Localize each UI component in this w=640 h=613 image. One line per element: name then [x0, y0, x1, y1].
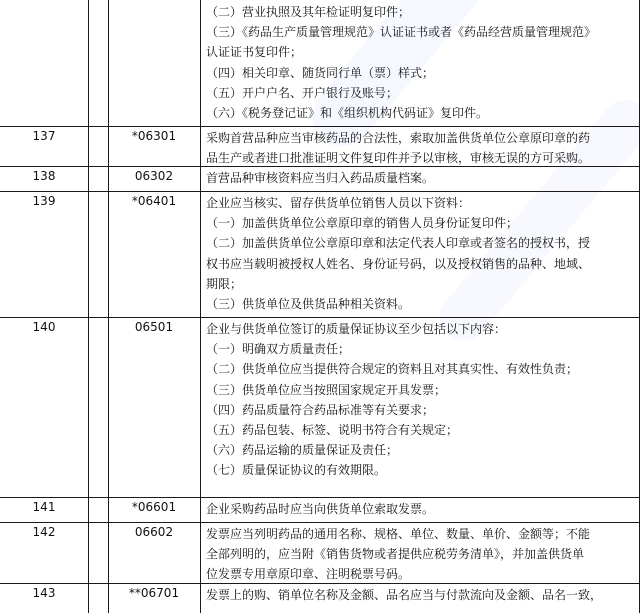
item-number: 137 — [32, 129, 56, 143]
content-line: 企业应当核实、留存供货单位销售人员以下资料： — [206, 196, 471, 210]
item-number: 138 — [32, 169, 56, 183]
item-code: *06601 — [131, 500, 177, 514]
content-line: （六）药品运输的质量保证及责任； — [206, 443, 399, 458]
item-code: **06701 — [128, 586, 180, 600]
row-divider — [0, 317, 640, 318]
content-line: （二）供货单位应当提供符合规定的资料且对其真实性、有效性负责； — [206, 362, 579, 377]
row-divider — [0, 126, 640, 127]
content-line: 采购首营品种应当审核药品的合法性，索取加盖供货单位公章原印章的药 — [206, 131, 591, 145]
content-line: （三）供货单位及供货品种相关资料。 — [206, 296, 411, 311]
item-content — [206, 524, 634, 582]
item-code: 06302 — [134, 169, 174, 183]
content-line: 期限； — [206, 276, 243, 291]
item-number: 141 — [32, 500, 56, 514]
item-content — [206, 193, 634, 316]
item-content — [206, 319, 634, 496]
content-line: 全部列明的，应当附《销售货物或者提供应税劳务清单》，并加盖供货单 — [206, 547, 585, 562]
row-divider — [0, 583, 640, 584]
item-number: 139 — [32, 194, 56, 208]
content-line: 企业采购药品时应当向供货单位索取发票。 — [206, 502, 435, 516]
item-content — [206, 585, 634, 612]
item-number: 143 — [32, 586, 56, 600]
item-content — [206, 128, 634, 165]
content-line: （一）加盖供货单位公章原印章的销售人员身份证复印件； — [206, 216, 519, 231]
item-content — [206, 168, 634, 190]
item-content — [206, 499, 634, 521]
content-line: （六）《税务登记证》和《组织机构代码证》复印件。 — [206, 105, 489, 120]
content-line: （三）供货单位应当按照国家规定开具发票； — [206, 382, 447, 397]
content-line: 位发票专用章原印章、注明税票号码。 — [206, 567, 411, 582]
content-line: （七）质量保证协议的有效期限。 — [206, 463, 387, 478]
item-code: *06301 — [131, 129, 177, 143]
item-number: 140 — [32, 320, 56, 334]
content-line: 发票上的购、销单位名称及金额、品名应当与付款流向及金额、品名一致， — [206, 588, 603, 602]
content-line: 发票应当列明药品的通用名称、规格、单位、数量、单价、金额等；不能 — [206, 527, 591, 541]
content-line: （三）《药品生产质量管理规范》认证证书或者《药品经营质量管理规范》 — [206, 25, 597, 40]
content-line: 认证证书复印件； — [206, 45, 303, 60]
content-line: （二）营业执照及其年检证明复印件； — [206, 5, 411, 19]
item-number: 142 — [32, 525, 56, 539]
content-line: （五）药品包装、标签、说明书符合有关规定； — [206, 422, 459, 437]
row-divider — [0, 166, 640, 167]
item-code: *06401 — [131, 194, 177, 208]
row-divider — [0, 497, 640, 498]
content-line: （四）药品质量符合药品标准等有关要求； — [206, 402, 435, 417]
content-line: 企业与供货单位签订的质量保证协议至少包括以下内容： — [206, 322, 507, 336]
content-line: 权书应当载明被授权人姓名、身份证号码，以及授权销售的品种、地域、 — [206, 256, 591, 271]
item-code: 06501 — [134, 320, 174, 334]
content-line: （二）加盖供货单位公章原印章和法定代表人印章或者签名的授权书，授 — [206, 236, 591, 251]
content-line: 首营品种审核资料应当归入药品质量档案。 — [206, 171, 435, 185]
item-code: 06602 — [134, 525, 174, 539]
row-divider — [0, 522, 640, 523]
item-content — [206, 2, 634, 125]
row-divider — [0, 191, 640, 192]
content-line: （一）明确双方质量责任； — [206, 342, 351, 357]
content-line: 品生产或者进口批准证明文件复印件并予以审核，审核无误的方可采购。 — [206, 151, 591, 165]
content-line: （四）相关印章、随货同行单（票）样式； — [206, 65, 435, 80]
content-line: （五）开户户名、开户银行及账号； — [206, 85, 399, 100]
